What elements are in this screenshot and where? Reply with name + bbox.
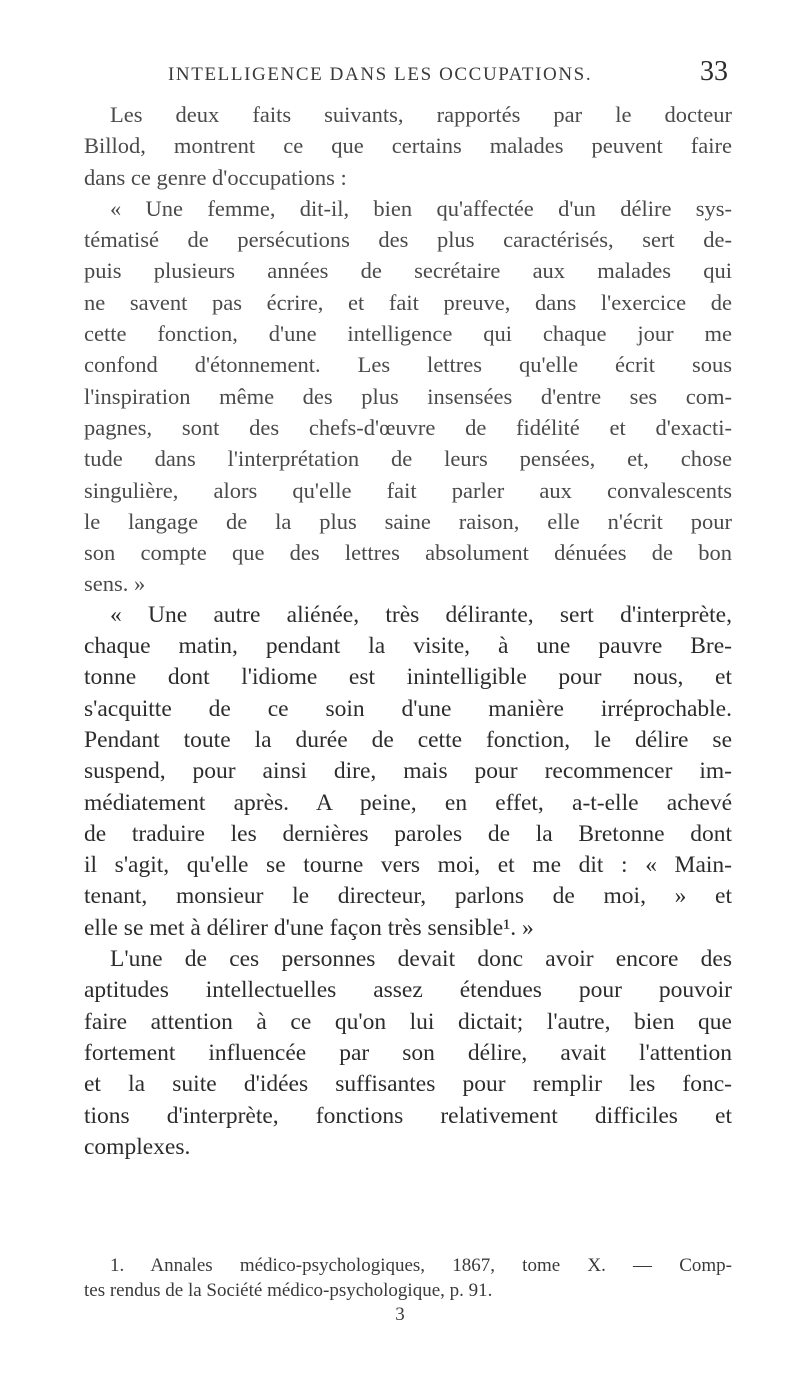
page-number: 33 — [700, 56, 728, 87]
text-line: fortement influencée par son délire, avait l'attention — [84, 1039, 732, 1066]
footnote-line: 1. Annales médico-psychologiques, 1867, tome X. — Comp- — [110, 1255, 732, 1276]
text-line: s'acquitte de ce soin d'une manière irréprochable. — [84, 695, 732, 722]
text-line: Pendant toute la durée de cette fonction, le délire se — [84, 726, 732, 753]
text-line: suspend, pour ainsi dire, mais pour recommencer im- — [84, 758, 732, 785]
text-line: son compte que des lettres absolument dénuées de bon — [84, 540, 732, 566]
text-line: dans ce genre d'occupations : — [84, 164, 347, 190]
text-line: il s'agit, qu'elle se tourne vers moi, et me dit : « Main- — [84, 852, 732, 879]
text-line: tude dans l'interprétation de leurs pensées, et, chose — [84, 446, 732, 472]
text-line: tenant, monsieur le directeur, parlons de moi, » et — [84, 883, 732, 910]
footnote — [84, 1253, 732, 1303]
paragraph-2 — [84, 193, 732, 600]
paragraph-3 — [84, 600, 732, 944]
running-title: INTELLIGENCE DANS LES OCCUPATIONS. — [168, 64, 593, 85]
text-line: confond d'étonnement. Les lettres qu'elle écrit sous — [84, 352, 732, 378]
text-line: « Une femme, dit-il, bien qu'affectée d'un délire sys- — [110, 195, 732, 221]
text-line: pagnes, sont des chefs-d'œuvre de fidélité et d'exacti- — [84, 414, 732, 440]
running-head — [168, 56, 728, 90]
text-line: Billod, montrent ce que certains malades peuvent faire — [84, 133, 732, 159]
text-line: L'une de ces personnes devait donc avoir encore des — [110, 946, 732, 973]
text-line: singulière, alors qu'elle fait parler aux convalescents — [84, 477, 732, 503]
text-line: tonne dont l'idiome est inintelligible pour nous, et — [84, 664, 732, 691]
text-line: de traduire les dernières paroles de la Bretonne dont — [84, 820, 732, 847]
text-line: tions d'interprète, fonctions relativement difficiles et — [84, 1102, 732, 1129]
text-line: chaque matin, pendant la visite, à une pauvre Bre- — [84, 633, 732, 660]
footnote-line: tes rendus de la Société médico-psychologique, p. 91. — [84, 1280, 493, 1301]
text-line: Les deux faits suivants, rapportés par le docteur — [110, 102, 732, 127]
text-line: puis plusieurs années de secrétaire aux malades qui — [84, 258, 732, 284]
text-line: elle se met à délirer d'une façon très sensible¹. » — [84, 914, 534, 941]
body-text — [84, 99, 732, 1163]
paragraph-4 — [84, 944, 732, 1163]
text-line: faire attention à ce qu'on lui dictait; l'autre, bien que — [84, 1008, 732, 1035]
text-line: complexes. — [84, 1133, 191, 1160]
text-line: tématisé de persécutions des plus caractérisés, sert de- — [84, 227, 732, 253]
text-line: médiatement après. A peine, en effet, a-t-elle achevé — [84, 789, 732, 816]
text-line: aptitudes intellectuelles assez étendues pour pouvoir — [84, 977, 732, 1004]
text-line: sens. » — [84, 571, 146, 597]
text-line: ne savent pas écrire, et fait preuve, dans l'exercice de — [84, 289, 732, 315]
signature-mark: 3 — [395, 1304, 405, 1325]
text-line: cette fonction, d'une intelligence qui chaque jour me — [84, 321, 732, 347]
text-line: « Une autre aliénée, très délirante, sert d'interprète, — [110, 601, 732, 628]
text-line: le langage de la plus saine raison, elle n'écrit pour — [84, 508, 732, 534]
paragraph-1 — [84, 99, 732, 193]
text-line: l'inspiration même des plus insensées d'entre ses com- — [84, 383, 732, 409]
text-line: et la suite d'idées suffisantes pour remplir les fonc- — [84, 1071, 732, 1098]
